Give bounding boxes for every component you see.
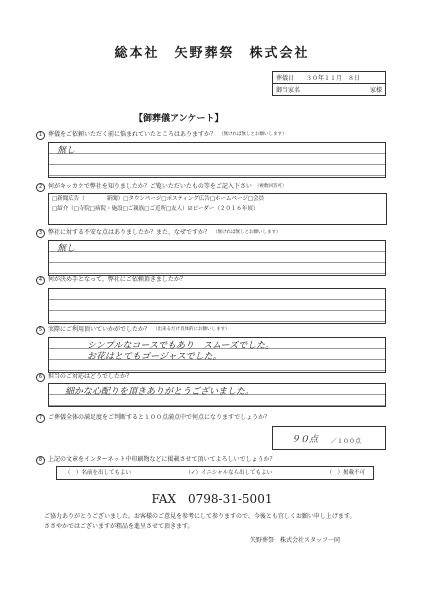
- question-3-note: （無ければ無しとお願いします）: [213, 230, 281, 235]
- source-options-row-2: □紹介（□寺院□病院・施設□ご親族□ご近所□友人）☑ビーダー（２０１６年頃）: [52, 206, 259, 212]
- staff-signature: 矢野葬祭 株式会社スタッフ一同: [250, 537, 341, 544]
- funeral-info-box: [272, 71, 386, 96]
- source-options-row-1: □新聞広告（ 新聞）□タウンページ□ポスティング広告□ホームページ□会員: [52, 196, 265, 202]
- question-6: [36, 373, 396, 382]
- score-suffix: ／１００点: [331, 438, 362, 445]
- thanks-line-2: ささやかではございますが粗品を進呈させて頂きます。: [44, 523, 194, 530]
- question-5-number: 5: [36, 326, 45, 335]
- question-4-number: 4: [36, 276, 45, 285]
- family-name-row: [273, 84, 385, 95]
- answer-box-2[interactable]: [48, 193, 387, 225]
- question-8-number: 8: [36, 456, 45, 465]
- answer-5-line-1: シンプルなコースでもあり スムーズでした。: [87, 341, 275, 351]
- question-2-number: 2: [36, 183, 45, 192]
- answer-box-3[interactable]: [48, 240, 386, 276]
- family-name-suffix: 家様: [369, 87, 382, 94]
- answer-box-1[interactable]: [48, 142, 386, 178]
- question-7-text: ご葬儀全体の満足度をご判断すると１００点満点中で何点になりますでしょうか？: [48, 414, 271, 421]
- funeral-date-value: ３０年１１月 ８日: [306, 75, 361, 82]
- question-1: [36, 131, 396, 140]
- question-1-note: （無ければ無しとお願いします）: [219, 132, 287, 137]
- question-3: [36, 229, 396, 238]
- thanks-line-1: ご協力ありがとうございました。お客様のご意見を参考にして参りますので、今後とも宜しくお願い申し上げます。: [44, 513, 356, 520]
- answer-box-6[interactable]: [48, 383, 386, 407]
- question-1-text: 葬儀をご依頼いただく前に悩まれていたところはありますか？: [48, 131, 217, 138]
- question-5-note: （出来るだけ具体的にお願いします）: [153, 327, 230, 332]
- funeral-date-label: 葬儀日: [276, 75, 295, 82]
- answer-3: 無し: [57, 244, 76, 254]
- survey-title: 【御葬儀アンケート】: [134, 114, 224, 124]
- question-2-text: 何がキッカケで弊社を知りましたか？ご覧いただいたもの等をご記入下さい: [48, 183, 252, 190]
- publish-option-initials[interactable]: （✓）イニシャルなら出してもよい: [185, 470, 273, 476]
- question-7-number: 7: [36, 414, 45, 423]
- question-6-text: 担当のご対応はどうでしたか？: [48, 373, 133, 380]
- answer-box-4[interactable]: [48, 288, 386, 324]
- answer-1: 無し: [57, 146, 76, 156]
- publish-option-none[interactable]: （ ）掲載不可: [326, 470, 365, 476]
- company-header: 総本社 矢野葬祭 株式会社: [114, 46, 310, 61]
- score-value: ９０点: [291, 435, 319, 445]
- question-3-text: 弊社に対する不安な点はありましたか？また、なぜですか？: [48, 229, 211, 236]
- question-4: [36, 276, 396, 285]
- question-8: [36, 456, 396, 465]
- answer-6: 細かな心配りを頂きありがとうございました。: [65, 387, 255, 397]
- fax-number: FAX 0798-31-5001: [151, 492, 273, 506]
- question-2: [36, 183, 396, 192]
- question-4-text: 何が決め手となって、弊社にご依頼頂きましたか？: [48, 276, 186, 283]
- question-7: [36, 414, 396, 423]
- answer-5-line-2: お花はとてもゴージャスでした。: [87, 352, 222, 362]
- question-5-text: 実際にご利用頂いていかがでしたか？: [48, 326, 151, 333]
- publish-options-box: [56, 466, 374, 480]
- question-5: [36, 326, 396, 335]
- funeral-date-row: [273, 72, 385, 84]
- question-2-note: （複数回答可）: [254, 184, 287, 189]
- answer-box-5[interactable]: [48, 337, 386, 373]
- publish-option-name[interactable]: （ ）名前を出してもよい: [65, 470, 132, 476]
- score-box[interactable]: [272, 426, 386, 450]
- question-8-text: 上記の文章をインターネット中印刷物などに掲載させて頂いてよろしいでしょうか？: [48, 456, 276, 463]
- question-3-number: 3: [36, 229, 45, 238]
- question-1-number: 1: [36, 131, 45, 140]
- question-6-number: 6: [36, 373, 45, 382]
- family-name-label: 御当家名: [276, 87, 301, 94]
